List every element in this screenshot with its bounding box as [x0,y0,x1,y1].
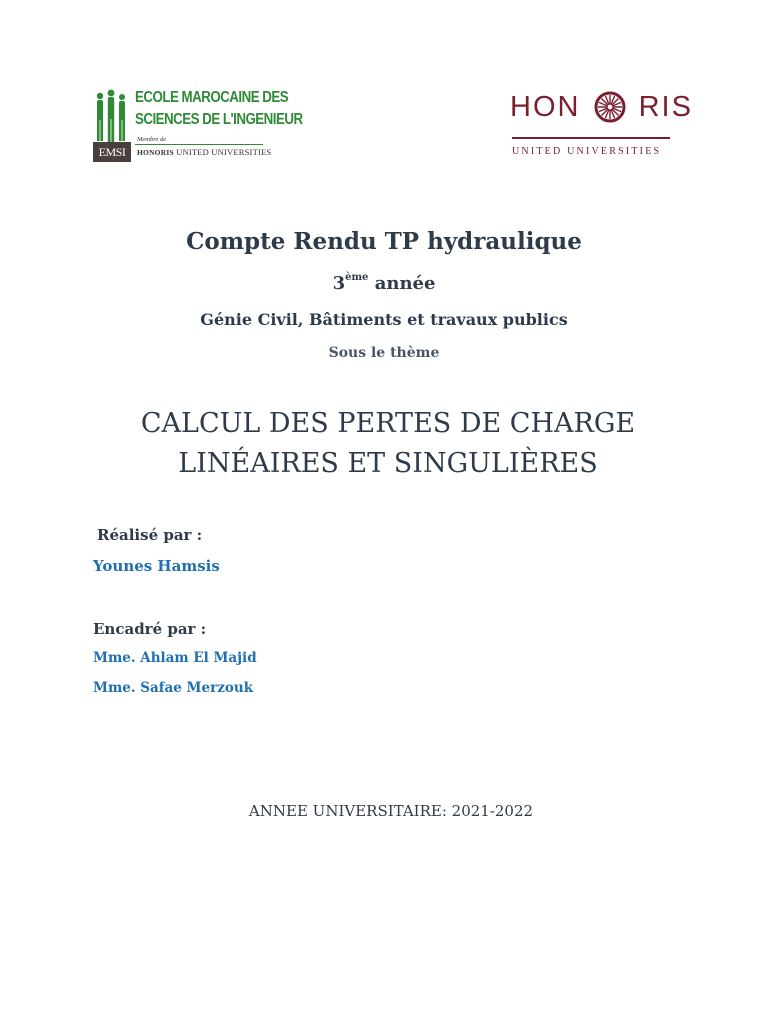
encadre-label: Encadré par : [93,620,207,638]
supervisor-name: Mme. Safae Merzouk [93,680,254,696]
theme-label: Sous le thème [328,345,440,361]
emsi-honoris-brand: HONORIS [137,148,174,157]
year-line [0,272,768,294]
year-word: année [374,273,436,294]
emsi-divider [135,144,263,145]
year-number: 3 [332,273,346,294]
program-name: Génie Civil, Bâtiments et travaux publics [200,310,568,329]
emsi-member-text: Membre de [137,136,167,143]
academic-year: ANNEE UNIVERSITAIRE: 2021-2022 [248,802,534,820]
supervisor-name: Mme. Ahlam El Majid [93,650,257,666]
emsi-name-line2: SCIENCES DE L'INGENIEUR [135,111,303,128]
honoris-word-right: RIS [638,90,693,123]
emsi-badge: EMSI [93,142,131,162]
emsi-honoris-suffix: UNITED UNIVERSITIES [176,147,272,157]
emsi-logo [93,88,303,166]
subject-line2: LINÉAIRES ET SINGULIÈRES [178,448,598,479]
honoris-divider [512,137,670,139]
honoris-word-left: HON [510,90,581,123]
subject-line1: CALCUL DES PERTES DE CHARGE [140,408,636,439]
emsi-honoris-line [137,147,271,157]
honoris-wordmark [510,90,693,130]
emsi-name-line1: ECOLE MAROCAINE DES [135,89,289,106]
subject-title [4,404,768,484]
honoris-logo [510,90,693,160]
year-suffix: ème [345,272,369,283]
realise-label: Réalisé par : [97,526,203,544]
honoris-subtitle: UNITED UNIVERSITIES [512,146,662,157]
wheel-icon [593,90,627,124]
author-name: Younes Hamsis [93,557,220,575]
report-title: Compte Rendu TP hydraulique [186,228,582,255]
